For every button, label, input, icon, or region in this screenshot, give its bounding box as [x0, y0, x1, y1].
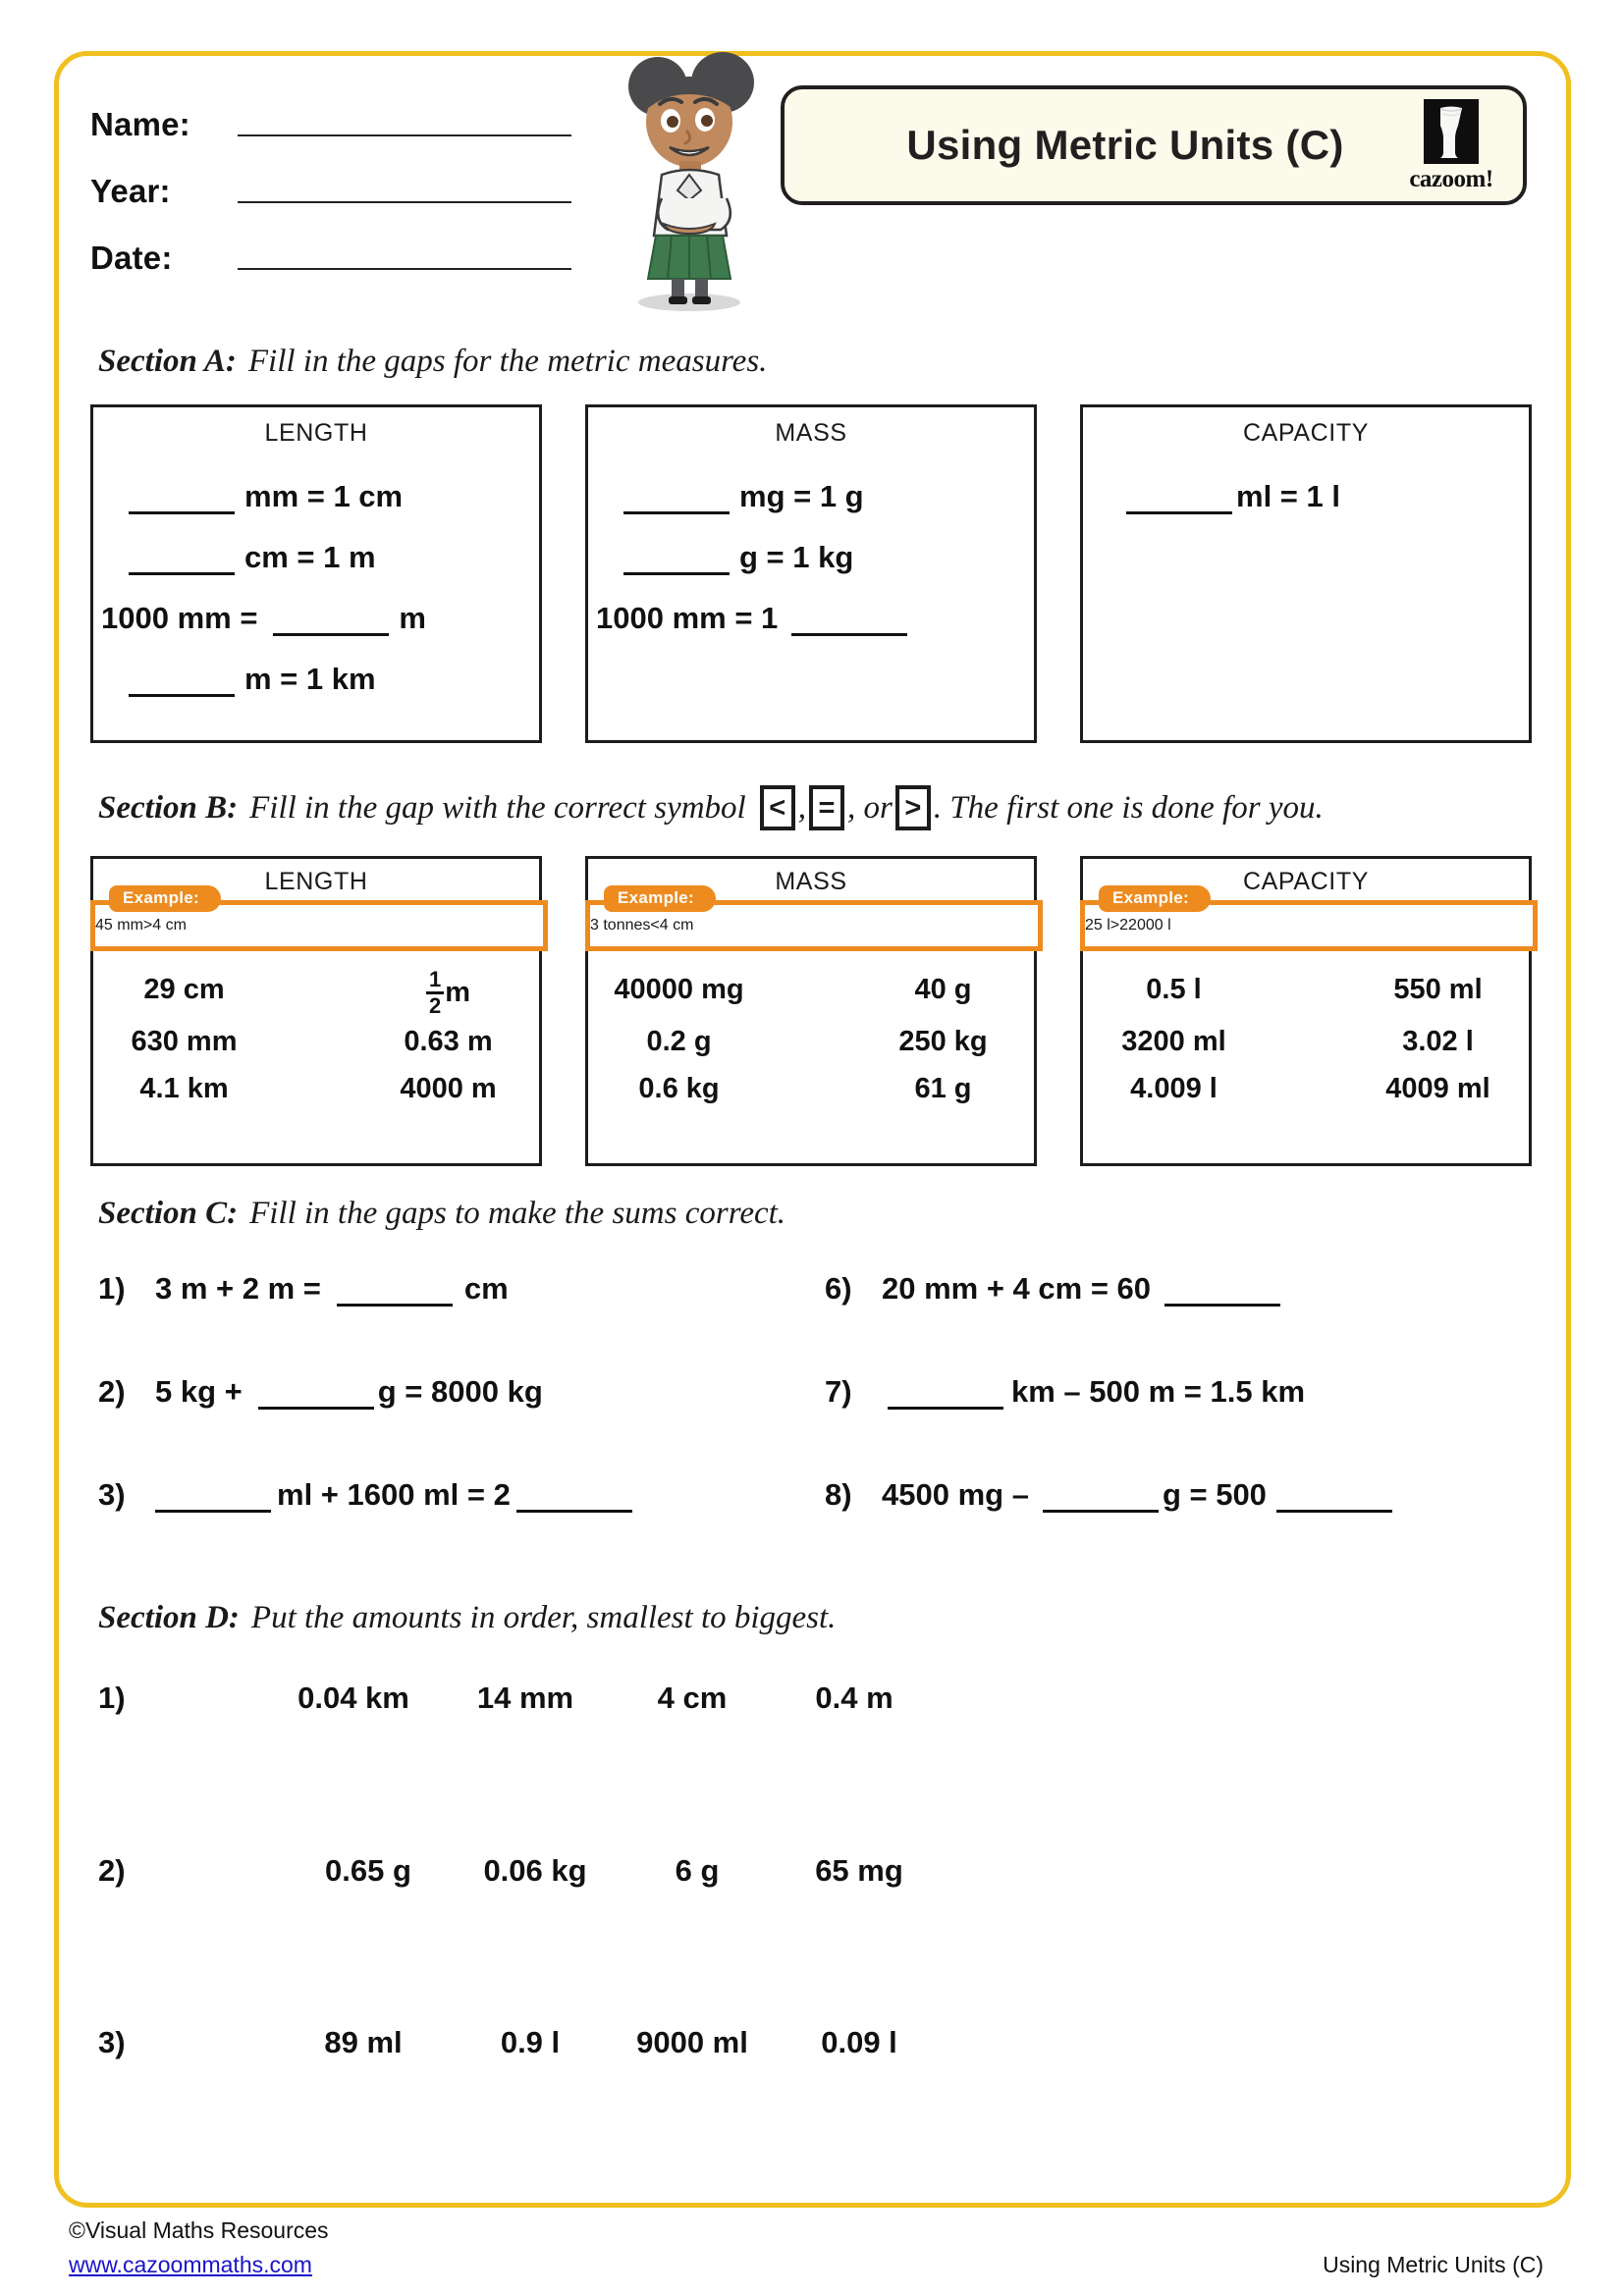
section-a-length-box: [90, 404, 542, 743]
answer-blank[interactable]: [1126, 486, 1232, 514]
row-text: cm = 1 m: [244, 540, 376, 574]
table-row: [93, 961, 539, 1018]
example-left-value: 45 mm: [95, 917, 143, 934]
right-value: 3.02 l: [1402, 1025, 1474, 1057]
answer-blank[interactable]: [888, 1381, 1003, 1410]
worksheet-title-card: [781, 85, 1527, 205]
row-text: mm = 1 cm: [244, 479, 404, 513]
question-unit: g = 8000 kg: [377, 1374, 543, 1409]
left-value: 40000 mg: [614, 973, 744, 1005]
left-value: 630 mm: [131, 1025, 238, 1057]
answer-blank[interactable]: [1043, 1484, 1159, 1513]
question-number: 3): [98, 1477, 126, 1512]
amount-value: 0.06 kg: [483, 1853, 587, 1888]
answer-blank[interactable]: [129, 547, 235, 575]
cazoom-logo: [1397, 93, 1505, 197]
section-b-instruction-1: Fill in the gap with the correct symbol: [249, 789, 746, 826]
section-d-label: Section D:: [98, 1600, 240, 1635]
right-value: 4000 m: [400, 1072, 497, 1104]
example-symbol: >: [1110, 917, 1120, 934]
amount-value: 0.65 g: [325, 1853, 411, 1888]
question-number: 1): [98, 1681, 126, 1715]
right-value: 4009 ml: [1385, 1072, 1490, 1104]
row-text: mg = 1 g: [739, 479, 864, 513]
date-field[interactable]: [90, 241, 571, 274]
section-b-mass-example-row: [585, 888, 1043, 951]
amount-value: 0.04 km: [298, 1681, 409, 1715]
section-a-capacity-box: [1080, 404, 1532, 743]
amount-value: 14 mm: [476, 1681, 574, 1715]
example-right-value: 22000 l: [1119, 917, 1171, 934]
example-symbol: >: [142, 917, 153, 934]
section-c-question-3: [98, 1477, 632, 1513]
name-field[interactable]: [90, 108, 571, 140]
right-value: 61 g: [914, 1072, 972, 1104]
fraction-numerator: 1: [428, 967, 442, 992]
question-number: 8): [825, 1477, 852, 1512]
example-tab-label: Example:: [604, 885, 716, 912]
right-value: 550 ml: [1393, 973, 1483, 1005]
question-unit: cm: [463, 1271, 509, 1306]
table-row: [1083, 961, 1529, 1018]
question-number: 7): [825, 1374, 852, 1409]
amount-value: 0.09 l: [821, 2025, 897, 2059]
name-label: Name:: [90, 106, 190, 142]
right-value: 0.63 m: [404, 1025, 493, 1057]
symbol-separator-or: , or: [846, 789, 893, 826]
section-b-capacity-title: CAPACITY: [1243, 868, 1369, 895]
footer-credit: [69, 2214, 329, 2281]
section-a-length-row: [129, 540, 539, 575]
page-title: Using Metric Units (C): [906, 122, 1344, 168]
year-field[interactable]: [90, 175, 571, 207]
page-footer: [0, 2214, 1624, 2296]
right-value: 40 g: [914, 973, 972, 1005]
example-tab-label: Example:: [109, 885, 221, 912]
answer-blank[interactable]: [258, 1381, 374, 1410]
question-number: 1): [98, 1271, 126, 1306]
left-value: 3200 ml: [1121, 1025, 1226, 1057]
section-c-question-6: [825, 1271, 1280, 1307]
section-b-length-example-row: [90, 888, 548, 951]
section-a-mass-box: [585, 404, 1037, 743]
table-row: [93, 1018, 539, 1065]
left-value: 0.2 g: [646, 1025, 712, 1057]
worksheet-header: [0, 0, 1624, 324]
answer-blank[interactable]: [791, 608, 907, 636]
amount-value: 0.9 l: [500, 2025, 561, 2059]
question-text: ml + 1600 ml = 2: [277, 1477, 511, 1512]
answer-blank[interactable]: [273, 608, 389, 636]
symbol-separator-comma: ,: [797, 789, 806, 826]
question-number: 3): [98, 2025, 126, 2059]
amount-value: 9000 ml: [636, 2025, 748, 2059]
answer-blank[interactable]: [337, 1278, 453, 1307]
fraction-one-half: [426, 968, 470, 1016]
left-value: 0.5 l: [1146, 973, 1202, 1005]
right-value: 250 kg: [898, 1025, 988, 1057]
section-b-label: Section B:: [98, 789, 239, 826]
footer-worksheet-name: Using Metric Units (C): [1323, 2252, 1543, 2277]
website-link[interactable]: www.cazoommaths.com: [69, 2251, 312, 2277]
example-left-value: 25 l: [1085, 917, 1110, 934]
amount-value: 6 g: [675, 1853, 720, 1888]
section-c-instruction: Fill in the gaps to make the sums correct.: [249, 1196, 786, 1231]
row-text: 1000 mm =: [101, 601, 258, 635]
date-label: Date:: [90, 240, 173, 276]
section-c-label: Section C:: [98, 1196, 239, 1231]
answer-blank[interactable]: [623, 486, 730, 514]
symbol-greater-than-chip: >: [895, 785, 931, 830]
question-number: 6): [825, 1271, 852, 1306]
section-a-length-row: [129, 479, 539, 514]
question-text: 3 m + 2 m =: [155, 1271, 321, 1306]
question-number: 2): [98, 1853, 126, 1888]
symbol-less-than-chip: <: [760, 785, 795, 830]
table-row: [93, 1065, 539, 1112]
section-c-heading: [98, 1196, 785, 1232]
drum-icon: [1424, 99, 1479, 164]
date-write-line[interactable]: [238, 267, 571, 270]
section-b-length-table: [90, 856, 542, 1166]
left-value: 4.1 km: [139, 1072, 229, 1104]
section-a-heading: [98, 344, 767, 380]
section-c-question-8: [825, 1477, 1392, 1513]
section-a-label: Section A:: [98, 344, 237, 379]
section-d-instruction: Put the amounts in order, smallest to biggest.: [250, 1600, 837, 1635]
question-text: 5 kg +: [155, 1374, 243, 1409]
section-a-length-title: LENGTH: [264, 419, 368, 447]
table-row: [588, 1018, 1034, 1065]
example-right-value: 4 cm: [659, 917, 694, 934]
fraction-unit: m: [445, 976, 471, 1008]
cazoom-wordmark: cazoom!: [1409, 166, 1493, 192]
copyright-text: ©Visual Maths Resources: [69, 2217, 329, 2243]
answer-blank[interactable]: [155, 1484, 271, 1513]
student-mascot-illustration: [601, 49, 778, 314]
question-number: 2): [98, 1374, 126, 1409]
amount-value: 89 ml: [324, 2025, 403, 2059]
answer-blank[interactable]: [1276, 1484, 1392, 1513]
table-row: [588, 1065, 1034, 1112]
section-a-instruction: Fill in the gaps for the metric measures.: [247, 344, 768, 379]
example-tab-label: Example:: [1099, 885, 1211, 912]
row-text: m = 1 km: [244, 662, 376, 696]
symbol-equals-chip: =: [809, 785, 844, 830]
section-b-heading: [98, 785, 1324, 830]
name-write-line[interactable]: [238, 133, 571, 136]
amount-value: 0.4 m: [815, 1681, 893, 1715]
section-a-capacity-row: [1126, 479, 1529, 514]
fraction-denominator: 2: [426, 991, 444, 1017]
row-text: g = 1 kg: [739, 540, 854, 574]
section-b-length-title: LENGTH: [264, 868, 368, 895]
section-c-question-1: [98, 1271, 509, 1307]
section-b-instruction-2: . The first one is done for you.: [933, 789, 1324, 826]
left-value: 29 cm: [143, 973, 225, 1005]
section-c-question-7: [825, 1374, 1305, 1410]
example-symbol: <: [650, 917, 660, 934]
answer-blank[interactable]: [129, 668, 235, 697]
section-c-question-2: [98, 1374, 543, 1410]
section-a-length-row: [101, 601, 539, 636]
section-b-capacity-example-row: [1080, 888, 1538, 951]
left-value: 0.6 kg: [638, 1072, 720, 1104]
question-unit: g = 500: [1162, 1477, 1267, 1512]
left-value: 4.009 l: [1130, 1072, 1218, 1104]
section-a-mass-row: [623, 540, 1034, 575]
section-b-mass-title: MASS: [775, 868, 847, 895]
section-a-mass-row: [596, 601, 1034, 636]
amount-value: 4 cm: [657, 1681, 728, 1715]
year-label: Year:: [90, 173, 171, 209]
answer-blank[interactable]: [516, 1484, 632, 1513]
table-row: [1083, 1065, 1529, 1112]
row-text: ml = 1 l: [1236, 479, 1340, 513]
question-text: 20 mm + 4 cm = 60: [882, 1271, 1152, 1306]
answer-blank[interactable]: [129, 486, 235, 514]
table-row: [1083, 1018, 1529, 1065]
section-a-mass-title: MASS: [775, 419, 847, 447]
amount-value: 65 mg: [815, 1853, 903, 1888]
answer-blank[interactable]: [623, 547, 730, 575]
table-row: [588, 961, 1034, 1018]
question-text: 4500 mg –: [882, 1477, 1029, 1512]
question-text: km – 500 m = 1.5 km: [1011, 1374, 1306, 1409]
section-b-capacity-table: [1080, 856, 1532, 1166]
section-a-length-row: [129, 662, 539, 697]
answer-blank[interactable]: [1164, 1278, 1280, 1307]
section-b-mass-table: [585, 856, 1037, 1166]
section-a-capacity-title: CAPACITY: [1243, 419, 1369, 447]
section-d-heading: [98, 1600, 836, 1636]
right-value: [357, 962, 539, 1016]
example-left-value: 3 tonnes: [590, 917, 651, 934]
example-right-value: 4 cm: [152, 917, 187, 934]
section-a-mass-row: [623, 479, 1034, 514]
row-unit: m: [399, 601, 426, 635]
year-write-line[interactable]: [238, 200, 571, 203]
row-text: 1000 mm = 1: [596, 601, 779, 635]
